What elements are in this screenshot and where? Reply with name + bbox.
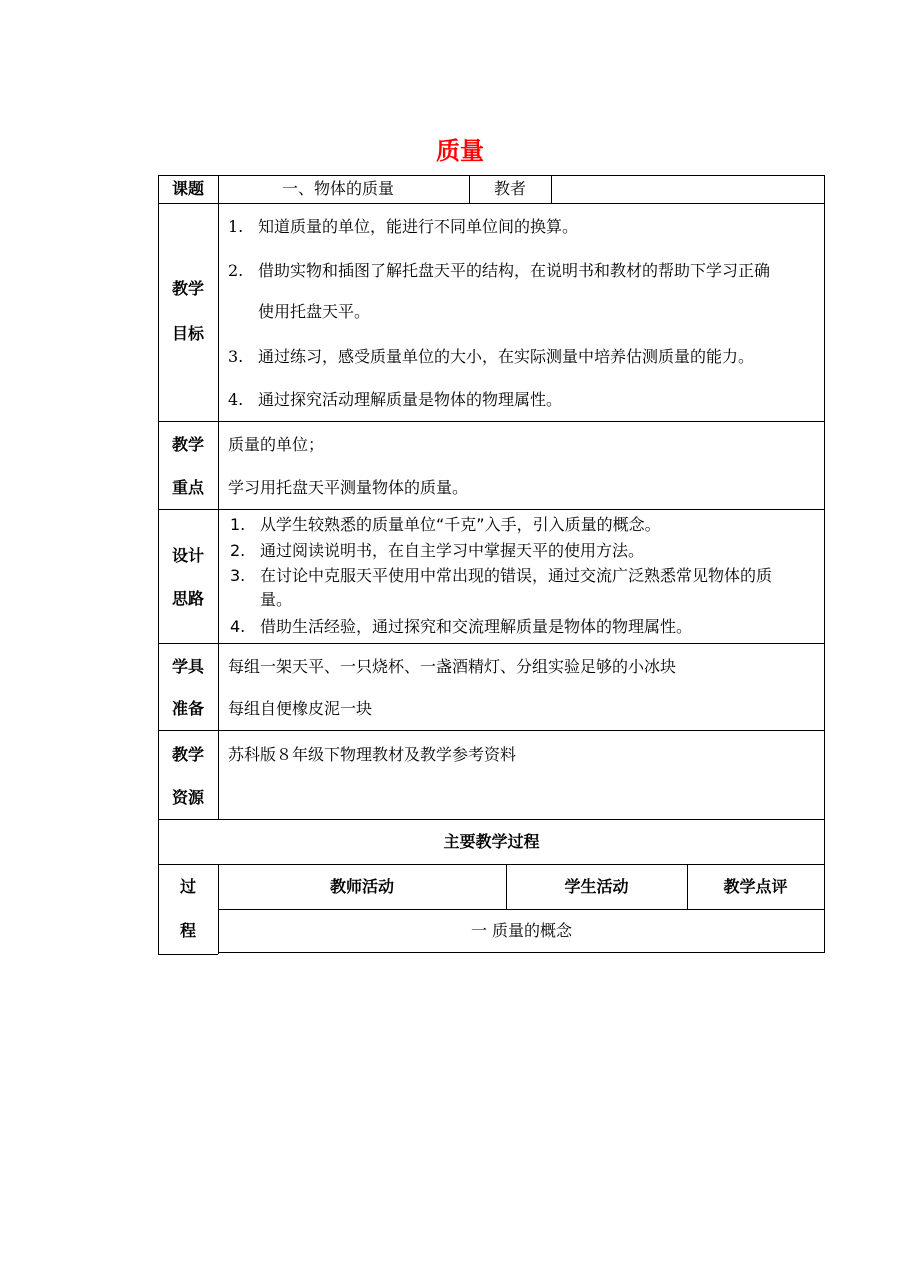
resources-item: 苏科版８年级下物理教材及教学参考资料 — [228, 745, 517, 764]
key-points-label: 重点 — [171, 478, 204, 497]
topic-label: 课题 — [171, 179, 204, 198]
objectives-label: 教学 — [171, 279, 204, 298]
column-header-comment: 教学点评 — [723, 877, 788, 896]
column-divider — [551, 175, 552, 203]
design-item: 3. 在讨论中克服天平使用中常出现的错误，通过交流广泛熟悉常见物体的质 — [230, 566, 773, 585]
design-item: 1. 从学生较熟悉的质量单位“千克”入手，引入质量的概念。 — [230, 515, 661, 534]
key-point-item: 学习用托盘天平测量物体的质量。 — [228, 478, 469, 497]
topic-value: 一、物体的质量 — [282, 179, 395, 198]
row-divider — [158, 864, 825, 865]
process-section-title: 主要教学过程 — [443, 832, 540, 851]
objectives-label: 目标 — [171, 324, 204, 343]
row-divider — [218, 952, 825, 953]
objective-item: 3. 通过练习，感受质量单位的大小，在实际测量中培养估测质量的能力。 — [228, 347, 755, 366]
column-header-teacher-activity: 教师活动 — [329, 877, 394, 896]
objective-item: 4. 通过探究活动理解质量是物体的物理属性。 — [228, 390, 563, 409]
row-divider — [158, 203, 825, 204]
row-divider — [158, 819, 825, 820]
row-divider — [158, 954, 218, 955]
process-label: 程 — [179, 921, 196, 940]
objective-item: 2. 借助实物和插图了解托盘天平的结构，在说明书和教材的帮助下学习正确 — [228, 261, 771, 280]
design-item: 2. 通过阅读说明书，在自主学习中掌握天平的使用方法。 — [230, 541, 645, 560]
process-step: 一 质量的概念 — [470, 921, 573, 940]
teacher-label: 教者 — [494, 179, 527, 198]
row-divider — [158, 509, 825, 510]
key-point-item: 质量的单位； — [228, 435, 325, 454]
resources-label: 资源 — [171, 788, 204, 807]
key-points-label: 教学 — [171, 435, 204, 454]
materials-label: 学具 — [171, 657, 204, 676]
table-border-top — [158, 175, 825, 176]
page-title: 质量 — [436, 137, 484, 165]
objective-item: 使用托盘天平。 — [258, 302, 371, 321]
row-divider — [218, 909, 825, 910]
row-divider — [158, 421, 825, 422]
row-divider — [158, 730, 825, 731]
process-label: 过 — [179, 877, 196, 896]
objective-item: 1. 知道质量的单位，能进行不同单位间的换算。 — [228, 217, 579, 236]
materials-label: 准备 — [171, 699, 204, 718]
design-label: 设计 — [171, 546, 204, 565]
column-header-student-activity: 学生活动 — [564, 877, 629, 896]
materials-item: 每组一架天平、一只烧杯、一盏酒精灯、分组实验足够的小冰块 — [228, 657, 677, 676]
row-divider — [158, 643, 825, 644]
design-item: 量。 — [260, 590, 293, 609]
design-label: 思路 — [171, 589, 204, 608]
column-divider — [469, 175, 470, 203]
resources-label: 教学 — [171, 745, 204, 764]
column-divider — [218, 175, 219, 819]
design-item: 4. 借助生活经验，通过探究和交流理解质量是物体的物理属性。 — [230, 617, 693, 636]
materials-item: 每组自便橡皮泥一块 — [228, 699, 373, 718]
lesson-plan-table — [158, 175, 825, 955]
